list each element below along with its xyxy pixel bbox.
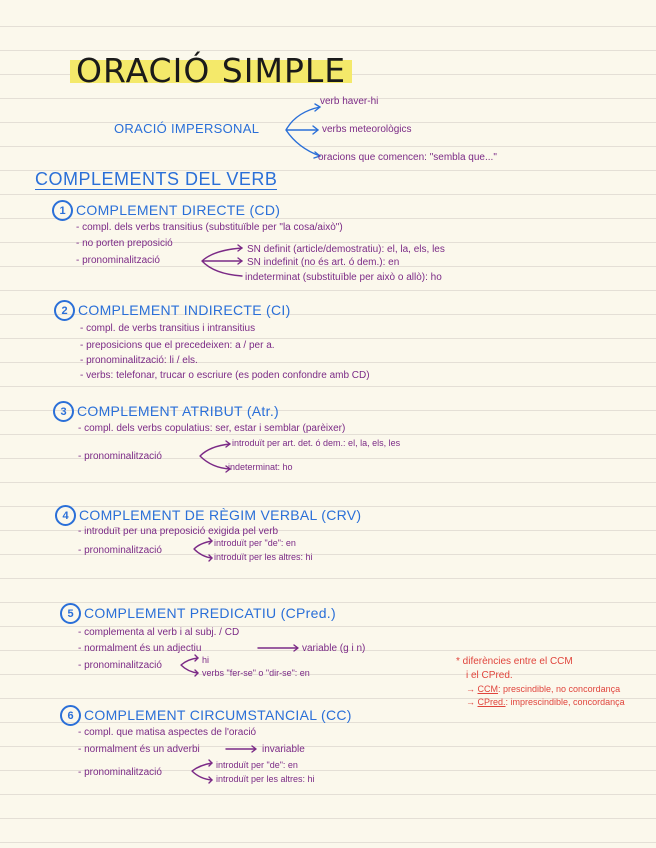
section-1-line-1: - compl. dels verbs transitius (substituïble per "la cosa/això") bbox=[76, 222, 343, 233]
section-5-line-3: - pronominalització bbox=[78, 660, 162, 671]
note-line-1: → CCM: prescindible, no concordança bbox=[466, 684, 621, 694]
section-6-line-1: - compl. que matisa aspectes de l'oració bbox=[78, 727, 257, 738]
section-5-line-1: - complementa al verb i al subj. / CD bbox=[78, 627, 240, 638]
section-6-line-2-arrow bbox=[224, 744, 260, 754]
section-2-line-1: - compl. de verbs transitius i intransitius bbox=[80, 323, 256, 334]
section-4-line-1: - introduït per una preposició exigida pel verb bbox=[78, 526, 279, 537]
section-3-line-2: - pronominalització bbox=[78, 451, 162, 462]
section-3-branch-2: indeterminat: ho bbox=[228, 462, 293, 472]
section-5-branch-1: hi bbox=[202, 655, 210, 665]
section-6-branch-1: introduït per "de": en bbox=[216, 760, 298, 770]
section-number-6: 6 bbox=[60, 705, 81, 726]
section-number-4: 4 bbox=[55, 505, 76, 526]
impersonal-item-3: oracions que comencen: "sembla que..." bbox=[318, 152, 497, 163]
note-line-2-text: : imprescindible, concordança bbox=[505, 697, 625, 707]
section-6-line-2: - normalment és un adverbi bbox=[78, 744, 200, 755]
note-title: * diferències entre el CCM bbox=[456, 656, 573, 667]
section-2-line-3: - pronominalització: li / els. bbox=[80, 355, 198, 366]
complements-heading: COMPLEMENTS DEL VERB bbox=[35, 169, 278, 189]
note-line-2: → CPred.: imprescindible, concordança bbox=[466, 697, 625, 707]
note-line-1-label: CCM bbox=[477, 684, 499, 694]
section-1-branch-arrows bbox=[198, 244, 246, 280]
section-6-heading: COMPLEMENT CIRCUMSTANCIAL (CC) bbox=[84, 707, 352, 723]
section-5-branch-2: verbs "fer-se" o "dir-se": en bbox=[202, 668, 310, 678]
section-number-3: 3 bbox=[53, 401, 74, 422]
section-1-line-2: - no porten preposició bbox=[76, 238, 173, 249]
section-4-branch-1: introduït per "de": en bbox=[214, 538, 296, 548]
section-5-arrow-target: variable (g i n) bbox=[302, 643, 366, 654]
section-6-branch-2: introduït per les altres: hi bbox=[216, 774, 315, 784]
impersonal-label: ORACIÓ IMPERSONAL bbox=[114, 121, 260, 136]
note-line-1-text: : prescindible, no concordança bbox=[498, 684, 621, 694]
section-2-heading: COMPLEMENT INDIRECTE (CI) bbox=[78, 302, 291, 318]
impersonal-item-2: verbs meteorològics bbox=[322, 124, 412, 135]
section-1-heading: COMPLEMENT DIRECTE (CD) bbox=[76, 202, 281, 218]
section-5-heading: COMPLEMENT PREDICATIU (CPred.) bbox=[84, 605, 336, 621]
impersonal-branch-arrows bbox=[282, 104, 322, 160]
section-2-line-2: - preposicions que el precedeixen: a / per a. bbox=[80, 340, 275, 351]
page-title: ORACIÓ SIMPLE bbox=[70, 54, 352, 87]
section-3-heading: COMPLEMENT ATRIBUT (Atr.) bbox=[77, 403, 279, 419]
section-1-branch-2: SN indefinit (no és art. ó dem.): en bbox=[247, 257, 400, 268]
section-4-branch-arrows bbox=[190, 538, 216, 562]
section-1-line-3: - pronominalització bbox=[76, 255, 160, 266]
note-title-2: i el CPred. bbox=[466, 670, 513, 681]
section-4-branch-2: introduït per les altres: hi bbox=[214, 552, 313, 562]
section-6-line-3: - pronominalització bbox=[78, 767, 162, 778]
section-3-line-1: - compl. dels verbs copulatius: ser, estar i semblar (parèixer) bbox=[78, 423, 346, 434]
section-1-branch-1: SN definit (article/demostratiu): el, la, els, les bbox=[247, 244, 445, 255]
section-1-branch-3: indeterminat (substituïble per això o allò): ho bbox=[245, 272, 442, 283]
section-4-line-2: - pronominalització bbox=[78, 545, 162, 556]
section-number-5: 5 bbox=[60, 603, 81, 624]
section-3-branch-1: introduït per art. det. ó dem.: el, la, els, les bbox=[232, 438, 401, 448]
section-5-line-2: - normalment és un adjectiu bbox=[78, 643, 202, 654]
note-line-2-label: CPred. bbox=[477, 697, 506, 707]
section-5-branch-arrows bbox=[178, 655, 202, 677]
impersonal-item-1: verb haver-hi bbox=[320, 96, 379, 107]
section-4-heading: COMPLEMENT DE RÈGIM VERBAL (CRV) bbox=[79, 507, 362, 523]
section-5-line-2-arrow bbox=[256, 643, 302, 653]
section-number-1: 1 bbox=[52, 200, 73, 221]
section-6-arrow-target: invariable bbox=[262, 744, 305, 755]
section-6-branch-arrows bbox=[188, 760, 216, 784]
section-2-line-4: - verbs: telefonar, trucar o escriure (es poden confondre amb CD) bbox=[80, 370, 370, 381]
section-number-2: 2 bbox=[54, 300, 75, 321]
